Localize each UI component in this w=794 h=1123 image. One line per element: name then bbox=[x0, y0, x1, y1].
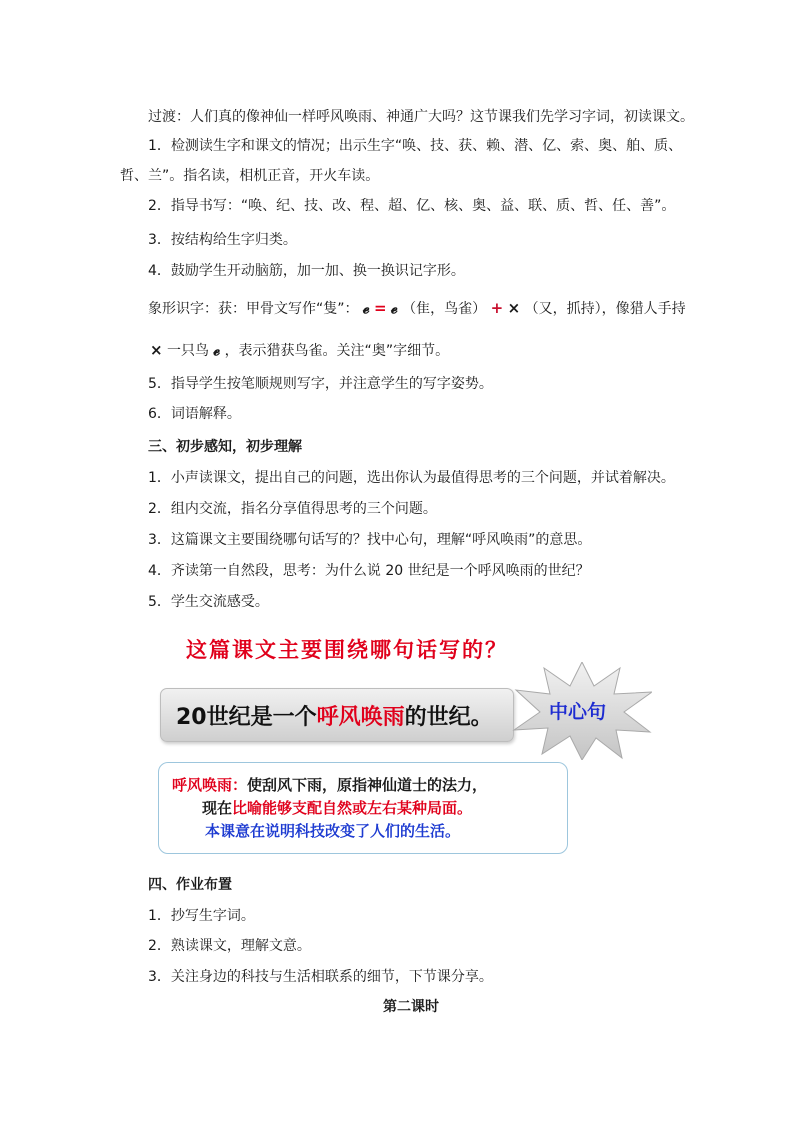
step-3-line: 3．按结构给生字归类。 bbox=[148, 232, 297, 248]
perceive-4-line: 4．齐读第一自然段，思考：为什么说 20 世纪是一个呼风唤雨的世纪？ bbox=[148, 563, 590, 579]
equals-glyph: = bbox=[374, 299, 387, 317]
definition-text-2a: 现在 bbox=[202, 799, 233, 817]
perceive-2-line: 2．组内交流，指名分享值得思考的三个问题。 bbox=[148, 501, 437, 517]
step-2-line: 2．指导书写：“唤、纪、技、改、程、超、亿、核、奥、益、联、质、哲、任、善”。 bbox=[148, 198, 676, 214]
homework-3-line: 3．关注身边的科技与生活相联系的细节，下节课分享。 bbox=[148, 969, 493, 985]
perceive-5-line: 5．学生交流感受。 bbox=[148, 594, 269, 610]
hand-glyph-icon-2: × bbox=[150, 341, 163, 359]
definition-text-2b: 比喻能够支配自然或左右某种局面。 bbox=[232, 799, 473, 817]
slide-question-title: 这篇课文主要围绕哪句话写的？ bbox=[186, 637, 508, 662]
homework-1-line: 1．抄写生字词。 bbox=[148, 908, 255, 924]
definition-line-3: 本课意在说明科技改变了人们的生活。 bbox=[205, 822, 461, 840]
step-1-line-b: 哲、兰”。指名读，相机正音，开火车读。 bbox=[120, 168, 380, 184]
central-sentence-key: 呼风唤雨 bbox=[316, 705, 405, 730]
central-sentence-c: 的世纪。 bbox=[404, 705, 493, 730]
bird-glyph-icon-3: 𝓮 bbox=[213, 341, 221, 359]
pictograph-line-1 bbox=[148, 299, 686, 318]
central-sentence bbox=[176, 700, 493, 731]
definition-text-1: 使刮风下雨，原指神仙道士的法力， bbox=[247, 776, 488, 794]
step-5-line: 5．指导学生按笔顺规则写字，并注意学生的写字姿势。 bbox=[148, 376, 493, 392]
definition-label: 呼风唤雨： bbox=[172, 776, 248, 794]
plus-glyph: + bbox=[490, 299, 504, 317]
perceive-1-line: 1．小声读课文，提出自己的问题，选出你认为最值得思考的三个问题，并试着解决。 bbox=[148, 470, 675, 486]
section-3-heading: 三、初步感知，初步理解 bbox=[148, 439, 302, 455]
pictograph-prefix: 象形识字：获：甲骨文写作“隻”： bbox=[148, 301, 359, 317]
definition-line-1 bbox=[172, 775, 487, 795]
perceive-3-line: 3．这篇课文主要围绕哪句话写的？找中心句，理解“呼风唤雨”的意思。 bbox=[148, 532, 592, 548]
central-sentence-tag: 中心句 bbox=[549, 701, 607, 723]
hand-glyph-icon: × bbox=[507, 299, 521, 317]
step-4-line: 4．鼓励学生开动脑筋，加一加、换一换识记字形。 bbox=[148, 263, 465, 279]
section-4-heading: 四、作业布置 bbox=[148, 877, 232, 893]
pictograph-line-2 bbox=[150, 341, 449, 360]
bird-glyph-icon: 𝓮 bbox=[362, 299, 370, 317]
central-sentence-a: 20世纪是一个 bbox=[176, 705, 317, 730]
second-lesson-title: 第二课时 bbox=[383, 999, 439, 1015]
pictograph-mid-2: 一只鸟 bbox=[167, 343, 210, 359]
transition-line: 过渡：人们真的像神仙一样呼风唤雨、神通广大吗？这节课我们先学习字词，初读课文。 bbox=[148, 109, 694, 125]
bird-glyph-icon-2: 𝓮 bbox=[391, 299, 398, 317]
step-1-line-a: 1．检测读生字和课文的情况；出示生字“唤、技、获、赖、潜、亿、索、奥、舶、质、 bbox=[148, 138, 683, 154]
definition-line-2 bbox=[202, 798, 472, 818]
pictograph-suffix-2: ，表示猎获鸟雀。关注“奥”字细节。 bbox=[224, 343, 450, 359]
homework-2-line: 2．熟读课文，理解文意。 bbox=[148, 938, 311, 954]
pictograph-suffix: （又，抓持），像猎人手持 bbox=[524, 301, 686, 317]
step-6-line: 6．词语解释。 bbox=[148, 406, 241, 422]
pictograph-mid: （隹，鸟雀） bbox=[402, 301, 487, 317]
